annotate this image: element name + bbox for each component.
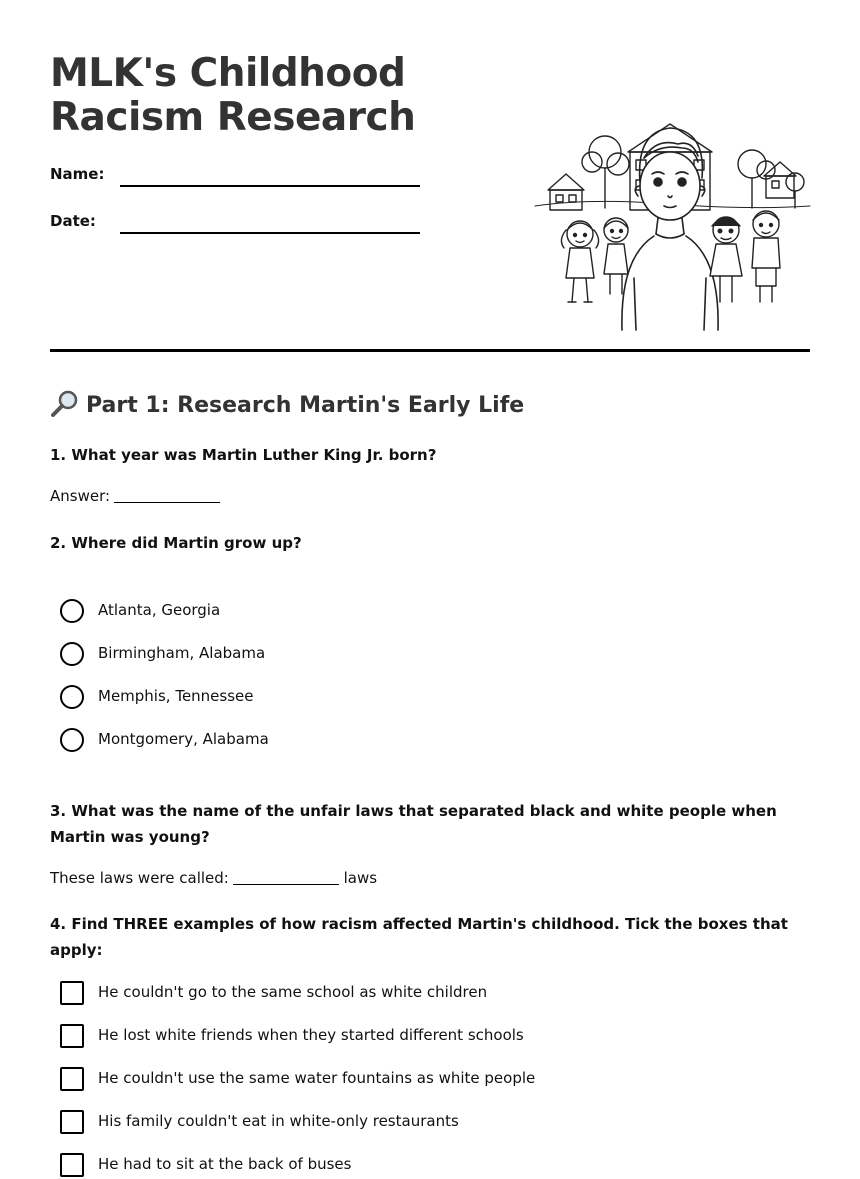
option-label: Memphis, Tennessee [98, 687, 254, 705]
date-label: Date: [50, 212, 96, 230]
worksheet-page [50, 0, 810, 1173]
q3-answer-blank[interactable] [233, 870, 339, 885]
part1-heading [50, 389, 524, 418]
checkbox[interactable] [60, 981, 84, 1005]
right-boy [752, 211, 780, 302]
checkbox[interactable] [60, 1110, 84, 1134]
question-3: 3. What was the name of the unfair laws that separated black and white people when Martin was young? [50, 802, 777, 846]
checkbox[interactable] [60, 1153, 84, 1177]
q1-answer-prefix: Answer: [50, 487, 111, 505]
q3-answer-prefix: These laws were called: [50, 869, 229, 887]
option-label: Atlanta, Georgia [98, 601, 221, 619]
question-1: 1. What year was Martin Luther King Jr. born? [50, 446, 437, 464]
house-right [764, 162, 796, 198]
house-left [548, 174, 584, 210]
radio-button[interactable] [60, 599, 84, 623]
name-label: Name: [50, 165, 105, 183]
q1-answer [50, 487, 220, 505]
radio-button[interactable] [60, 642, 84, 666]
date-field[interactable] [50, 212, 420, 242]
radio-button[interactable] [60, 685, 84, 709]
second-girl [604, 218, 628, 294]
q1-answer-blank[interactable] [114, 488, 220, 503]
checkbox[interactable] [60, 1024, 84, 1048]
part1-heading-text: Part 1: Research Martin's Early Life [86, 393, 525, 418]
magnifying-glass-icon [50, 389, 80, 417]
option-label: His family couldn't eat in white-only restaurants [98, 1112, 459, 1130]
children-neighborhood-illustration [530, 118, 815, 333]
checkbox[interactable] [60, 1067, 84, 1091]
title-line-1: MLK's Childhood [50, 51, 406, 96]
option-label: Montgomery, Alabama [98, 730, 269, 748]
question-4: 4. Find THREE examples of how racism affected Martin's childhood. Tick the boxes that apply: [50, 915, 788, 959]
option-label: He couldn't use the same water fountains as white people [98, 1069, 536, 1087]
left-girl [561, 221, 598, 302]
worksheet-title [50, 52, 415, 140]
date-line[interactable] [120, 232, 420, 234]
name-field[interactable] [50, 165, 420, 195]
q3-answer [50, 869, 377, 887]
header-divider [50, 349, 810, 352]
q3-answer-suffix: laws [343, 869, 378, 887]
title-line-2: Racism Research [50, 95, 416, 140]
option-label: Birmingham, Alabama [98, 644, 266, 662]
option-label: He couldn't go to the same school as white children [98, 983, 488, 1001]
name-line[interactable] [120, 185, 420, 187]
option-label: He had to sit at the back of buses [98, 1155, 352, 1173]
radio-button[interactable] [60, 728, 84, 752]
question-2: 2. Where did Martin grow up? [50, 534, 302, 552]
central-boy [622, 128, 718, 330]
option-label: He lost white friends when they started different schools [98, 1026, 524, 1044]
right-girl [710, 217, 742, 302]
